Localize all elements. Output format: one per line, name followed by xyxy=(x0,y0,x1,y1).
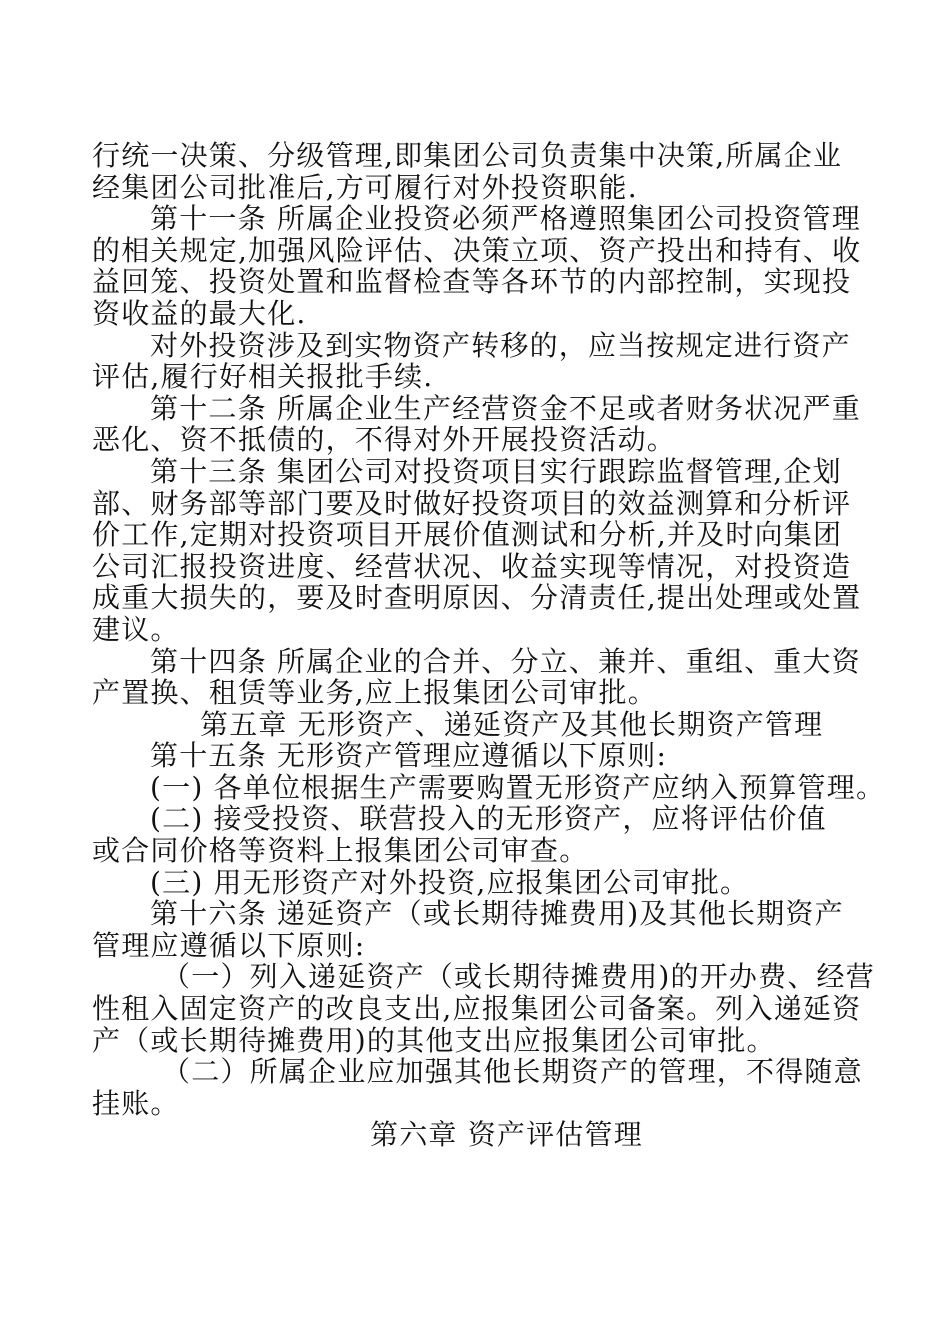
text-line: 评估,履行好相关报批手续. xyxy=(92,360,434,394)
text-line: 行统一决策、分级管理,即集团公司负责集中决策,所属企业 xyxy=(92,139,843,172)
text-line: 益回笼、投资处置和监督检查等各环节的内部控制，实现投 xyxy=(92,265,852,299)
text-line: 成重大损失的，要及时查明原因、分清责任,提出处理或处置 xyxy=(92,581,862,615)
chapter-5-heading: 第五章 无形资产、递延资产及其他长期资产管理 xyxy=(200,707,824,741)
clause-item: （二）所属企业应加强其他长期资产的管理，不得随意 xyxy=(162,1055,863,1089)
text-line: 管理应遵循以下原则: xyxy=(92,928,366,962)
clause-item: (一) 各单位根据生产需要购置无形资产应纳入预算管理。 xyxy=(150,770,886,804)
text-line: 公司汇报投资进度、经营状况、收益实现等情况，对投资造 xyxy=(92,549,852,583)
article-16: 第十六条 递延资产（或长期待摊费用)及其他长期资产 xyxy=(150,897,844,931)
text-line: 建议。 xyxy=(92,612,180,646)
text-line: 恶化、资不抵债的，不得对外开展投资活动。 xyxy=(92,423,677,457)
article-13: 第十三条 集团公司对投资项目实行跟踪监督管理,企划 xyxy=(150,454,842,488)
clause-item: （一）列入递延资产（或长期待摊费用)的开办费、经营 xyxy=(162,960,875,994)
article-14: 第十四条 所属企业的合并、分立、兼并、重组、重大资 xyxy=(150,644,861,678)
document-page xyxy=(92,139,886,1152)
text-line: 价工作,定期对投资项目开展价值测试和分析,并及时向集团 xyxy=(92,518,843,552)
text-line: 挂账。 xyxy=(92,1086,180,1120)
text-line: 部、财务部等部门要及时做好投资项目的效益测算和分析评 xyxy=(92,486,852,520)
text-line: 或合同价格等资料上报集团公司审查。 xyxy=(92,834,589,868)
paragraph-start: 对外投资涉及到实物资产转移的，应当按规定进行资产 xyxy=(150,328,851,362)
text-line: 产（或长期待摊费用)的其他支出应报集团公司审批。 xyxy=(92,1023,776,1057)
text-line: 产置换、租赁等业务,应上报集团公司审批。 xyxy=(92,676,657,710)
clause-item: (三) 用无形资产对外投资,应报集团公司审批。 xyxy=(150,865,750,899)
clause-item: (二) 接受投资、联营投入的无形资产，应将评估价值 xyxy=(150,802,827,836)
text-line: 经集团公司批准后,方可履行对外投资职能. xyxy=(92,170,638,204)
text-line: 的相关规定,加强风险评估、决策立项、资产投出和持有、收 xyxy=(92,233,862,267)
chapter-6-heading: 第六章 资产评估管理 xyxy=(370,1118,643,1152)
article-12: 第十二条 所属企业生产经营资金不足或者财务状况严重 xyxy=(150,391,861,425)
article-11: 第十一条 所属企业投资必须严格遵照集团公司投资管理 xyxy=(150,202,861,236)
text-line: 性租入固定资产的改良支出,应报集团公司备案。列入递延资 xyxy=(92,992,862,1026)
article-15: 第十五条 无形资产管理应遵循以下原则: xyxy=(150,739,668,773)
text-line: 资收益的最大化. xyxy=(92,296,307,330)
